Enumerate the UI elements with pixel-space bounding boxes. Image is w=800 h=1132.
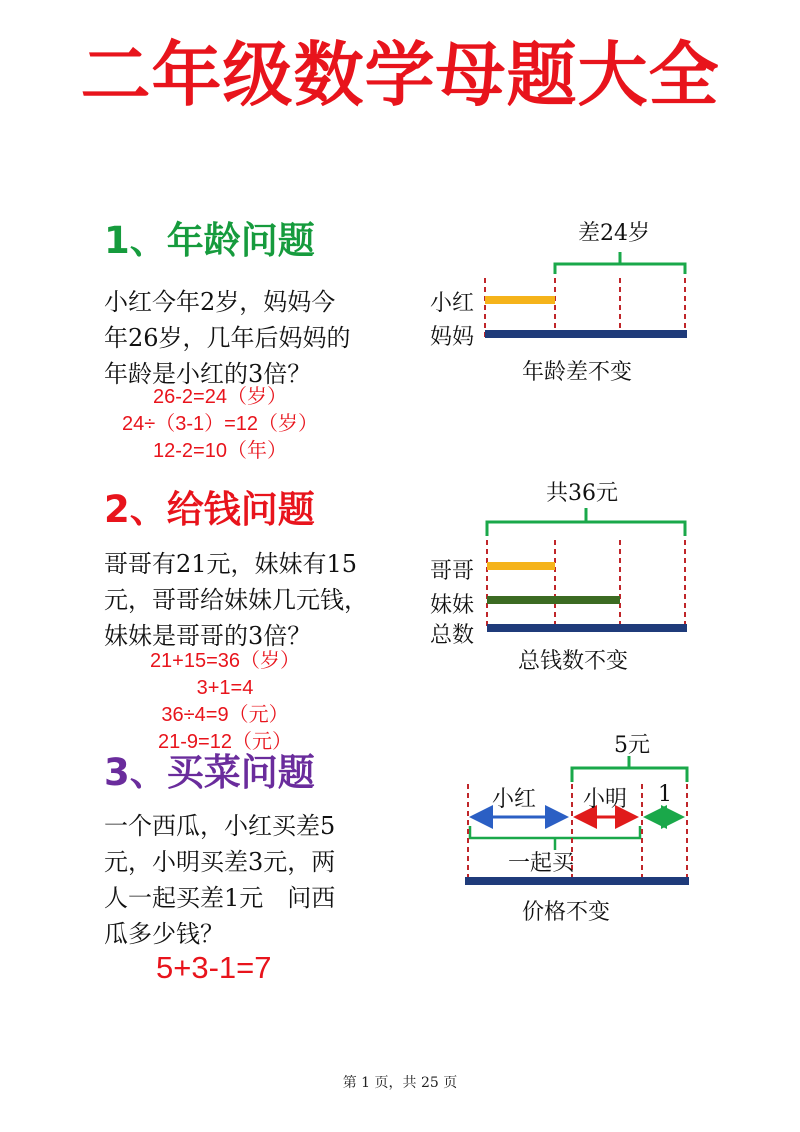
buy-diagram [465, 756, 689, 885]
total-label: 共36元 [546, 481, 618, 506]
age-diagram [485, 252, 687, 338]
section-3-answer: 5+3-1=7 [156, 950, 272, 985]
page-footer: 第 1 页，共 25 页 [342, 1075, 458, 1091]
section-3-heading: 3、买菜问题 [104, 751, 315, 794]
problem-line: 瓜多少钱？ [104, 920, 224, 948]
section-2-heading: 2、给钱问题 [104, 488, 315, 531]
xiaohong-seg-label: 小红 [492, 787, 537, 812]
calc-step: 21-9=12（元） [158, 731, 292, 753]
age-caption: 年龄差不变 [522, 360, 633, 385]
five-yuan-brace [572, 756, 687, 782]
page-title: 二年级数学母题大全 [80, 34, 720, 116]
problem-line: 妹妹是哥哥的3倍？ [104, 622, 312, 650]
money-diagram [487, 508, 687, 632]
problem-line: 小红今年2岁，妈妈今 [104, 288, 336, 316]
total-bar [487, 624, 687, 632]
calc-step: 26-2=24（岁） [153, 386, 287, 408]
calc-step: 3+1=4 [196, 677, 254, 699]
mother-bar [485, 330, 687, 338]
problem-line: 年龄是小红的3倍？ [104, 360, 312, 388]
problem-line: 人一起买差1元 问西 [104, 884, 336, 912]
problem-line: 元，哥哥给妹妹几元钱， [104, 586, 368, 614]
problem-line: 哥哥有21元，妹妹有15 [104, 550, 358, 578]
together-label: 一起买 [508, 851, 575, 876]
xiaoming-seg-label: 小明 [583, 787, 628, 812]
calc-step: 24÷（3-1）=12（岁） [121, 413, 319, 435]
price-bar [465, 877, 689, 885]
xiaohong-bar [485, 296, 555, 304]
section-2-steps [75, 648, 375, 756]
section-3-problem [104, 808, 404, 952]
meimei-label: 妹妹 [430, 593, 475, 618]
mother-label: 妈妈 [430, 325, 475, 350]
gege-bar [487, 562, 555, 570]
section-1-steps [70, 384, 370, 465]
section-2-problem [104, 546, 404, 654]
age-diff-brace [555, 252, 685, 274]
price-caption: 价格不变 [522, 900, 611, 925]
xiaohong-label: 小红 [430, 291, 475, 316]
meimei-bar [487, 596, 620, 604]
problem-line: 年26岁，几年后妈妈的 [104, 324, 351, 352]
section-1-heading: 1、年龄问题 [104, 219, 315, 262]
age-diff-label: 差24岁 [578, 221, 650, 246]
one-yuan-label: 1 [658, 782, 672, 807]
calc-step: 21+15=36（岁） [149, 650, 301, 672]
section-1-problem [104, 284, 404, 392]
total-row-label: 总数 [430, 623, 475, 648]
total-brace [487, 508, 685, 536]
problem-line: 元，小明买差3元，两 [104, 848, 336, 876]
problem-line: 一个西瓜，小红买差5 [104, 812, 336, 840]
calc-step: 36÷4=9（元） [161, 704, 289, 726]
gege-label: 哥哥 [430, 559, 475, 584]
five-yuan-label: 5元 [614, 733, 650, 758]
money-caption: 总钱数不变 [518, 649, 629, 674]
calc-step: 12-2=10（年） [153, 440, 287, 462]
